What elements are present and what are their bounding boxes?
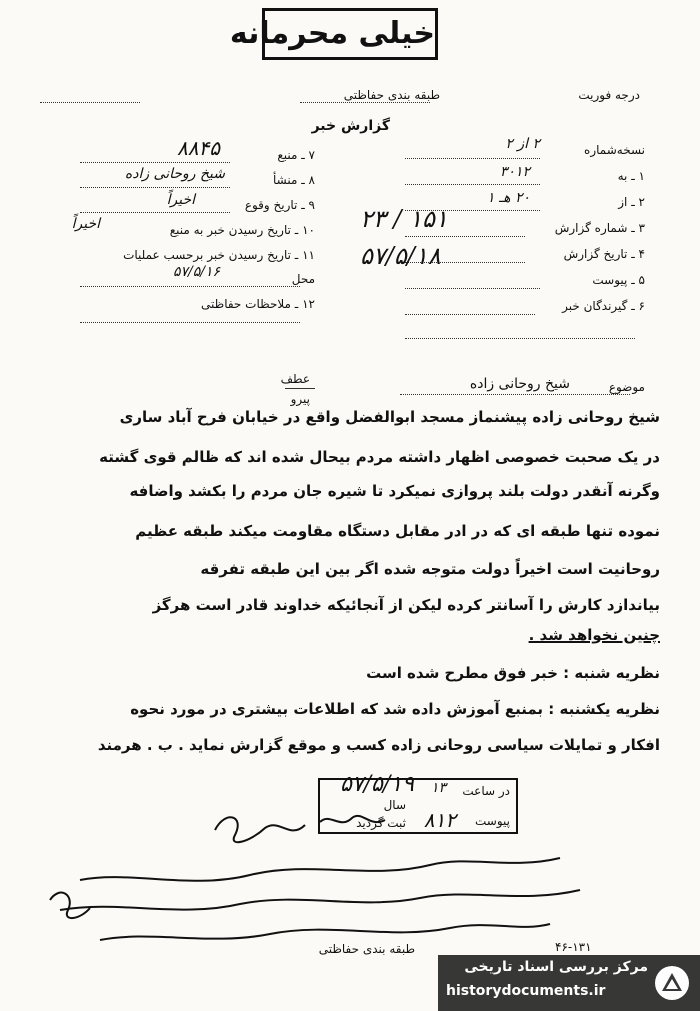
field-from-label: ۲ ـ از	[618, 195, 645, 209]
body-line: نموده تنها طبقه ای که در ادر مقابل دستگاه مقاومت میکند طبقه عظیم	[135, 522, 660, 540]
ref-label: عطف	[280, 372, 310, 386]
field-occurrence-date-label: ۹ ـ تاریخ وقوع	[244, 198, 315, 212]
stamp-attachment-value: ۸۱۲	[423, 808, 456, 832]
stamp-time-label: در ساعت	[462, 784, 510, 798]
field-received-date-label: ۱۰ ـ تاریخ رسیدن خبر به منبع	[169, 223, 315, 237]
archive-watermark	[438, 955, 700, 1011]
body-line: چنین نخواهد شد .	[528, 626, 660, 644]
field-received-date-value: اخیراً	[71, 216, 100, 232]
dots-line	[405, 184, 540, 185]
archive-url: historydocuments.ir	[446, 983, 606, 999]
field-origin-label: ۸ ـ منشأ	[272, 173, 315, 187]
archive-name: مرکز بررسی اسناد تاریخی	[464, 959, 648, 975]
field-source-value: ۸۸۴۵	[177, 136, 220, 160]
field-recipients-label: ۶ ـ گیرندگان خبر	[562, 299, 645, 313]
handwritten-report-number: ۱۵۱ / ۲۳	[360, 205, 448, 233]
archive-logo-icon	[652, 963, 692, 1003]
field-ops-date-label: ۱۱ ـ تاریخ رسیدن خبر برحسب عملیات	[123, 248, 315, 262]
stamp-year-value: ۵۷/۵/۱۹	[340, 772, 414, 797]
field-occurrence-date-value: اخیراً	[166, 192, 195, 208]
stamp-year-label: سال	[383, 798, 406, 812]
dots-line	[405, 236, 525, 237]
dots-line	[80, 187, 230, 188]
follow-label: پیرو	[290, 392, 310, 406]
field-report-number-label: ۳ ـ شماره گزارش	[554, 221, 645, 235]
document-number: ۴۶-۱۳۱	[555, 940, 592, 954]
body-line: بیاندازد کارش را آسانتر کرده لیکن از آنجائیکه خداوند قادر است هرگز	[152, 596, 660, 614]
body-line: شیخ روحانی زاده پیشنماز مسجد ابوالفضل واقع در خیابان فرح آباد ساری	[119, 408, 660, 426]
dots-line	[80, 212, 230, 213]
stamp-time-value: ۱۳	[430, 780, 446, 796]
field-from-value: ۲۰ هـ ۱	[487, 190, 530, 206]
dots-line	[400, 394, 630, 395]
opinion-line: نظریه شنبه : خبر فوق مطرح شده است	[366, 664, 660, 682]
dots-line	[80, 286, 300, 287]
stamp-registered-label: ثبت گردید	[356, 816, 406, 830]
field-origin-value: شیخ روحانی زاده	[124, 166, 225, 182]
dots-line	[405, 338, 635, 339]
field-to-label: ۱ ـ به	[617, 169, 645, 183]
field-security-notes-label: ۱۲ ـ ملاحظات حفاظتی	[201, 297, 315, 311]
report-title: گزارش خبر	[311, 118, 390, 134]
priority-line	[40, 102, 140, 103]
dots-line	[80, 322, 300, 323]
field-to-value: ۳۰۱۲	[499, 164, 530, 180]
field-report-date-label: ۴ ـ تاریخ گزارش	[563, 247, 645, 261]
dots-line	[405, 158, 540, 159]
field-place-label: محل	[291, 272, 315, 286]
field-place-value: ۵۷/۵/۱۶	[172, 264, 220, 280]
field-source-label: ۷ ـ منبع	[277, 148, 315, 162]
opinion-line: نظریه یکشنبه : بمنبع آموزش داده شد که اطلاعات بیشتری در مورد نحوه	[130, 700, 660, 718]
priority-label: درجه فوریت	[578, 88, 640, 102]
bottom-classification: طبقه بندی حفاظتی	[318, 942, 415, 956]
stamp-attachment-label: پیوست	[475, 814, 510, 828]
dots-line	[80, 162, 230, 163]
subject-label: موضوع	[608, 380, 645, 394]
field-copy-value: ۲ از ۲	[505, 136, 540, 152]
classification-label: طبقه بندی حفاظتی	[343, 88, 440, 102]
dots-line	[405, 288, 540, 289]
opinion-line: افکار و تمایلات سیاسی روحانی زاده کسب و موقع گزارش نماید . ب . هرمند	[97, 736, 660, 754]
subject-value: شیخ روحانی زاده	[469, 376, 570, 392]
classification-stamp: خیلی محرمانه	[262, 8, 438, 60]
handwritten-report-date: ۵۷/۵/۱۸	[360, 242, 441, 270]
field-copy-label: نسخه‌شماره	[584, 143, 645, 157]
field-attachment-label: ۵ ـ پیوست	[592, 273, 645, 287]
classification-line	[300, 102, 430, 103]
body-line: وگرنه آنقدر دولت بلند پروازی نمیکرد تا شیره جان مردم را بکشد واضافه	[129, 482, 660, 500]
ref-divider	[285, 388, 315, 389]
body-line: روحانیت است اخیراً دولت متوجه شده اگر بین این طبقه تفرقه	[200, 560, 660, 578]
body-line: در یک صحبت خصوصی اظهار داشته مردم بیحال شده اند که ظالم قوی گشته	[99, 448, 660, 466]
dots-line	[405, 314, 535, 315]
